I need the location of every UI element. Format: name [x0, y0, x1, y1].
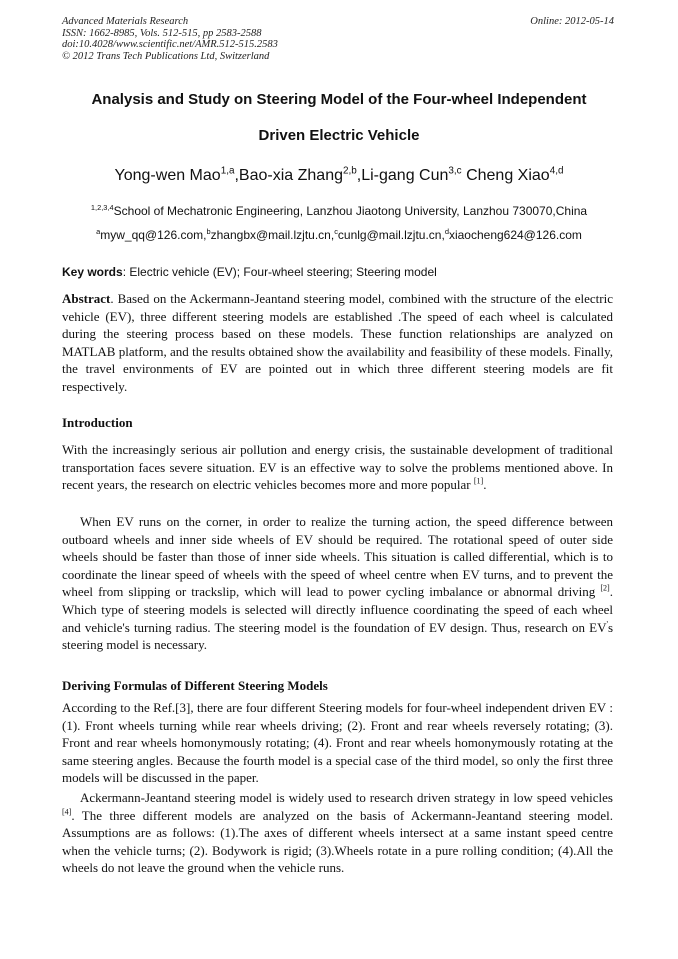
author-name: Yong-wen Mao	[114, 167, 221, 184]
keywords-label: Key words	[62, 265, 123, 279]
email-address: cunlg@mail.lzjtu.cn,	[337, 228, 445, 242]
author-sup: 3,c	[448, 165, 462, 177]
journal-name: Advanced Materials Research	[62, 16, 189, 27]
deriving-paragraph-2	[62, 789, 613, 877]
section-heading-deriving-formulas: Deriving Formulas of Different Steering Models	[62, 678, 328, 693]
affiliation-text: School of Mechatronic Engineering, Lanzhou Jiaotong University, Lanzhou 730070,China	[113, 204, 588, 218]
keywords-text: : Electric vehicle (EV); Four-wheel steering; Steering model	[122, 265, 437, 279]
email-address: zhangbx@mail.lzjtu.cn,	[210, 228, 335, 242]
online-date: Online: 2012-05-14	[530, 16, 614, 27]
affiliation-sup: 1,2,3,4	[90, 203, 114, 212]
abstract-label: Abstract	[62, 291, 111, 306]
journal-issn: ISSN: 1662-8985, Vols. 512-515, pp 2583-2588	[62, 27, 262, 39]
author-sep: ,	[234, 167, 239, 184]
paragraph-end: .	[483, 477, 487, 493]
author-name: Bao-xia Zhang	[238, 167, 343, 184]
abstract-text: . Based on the Ackermann-Jeantand steering model, combined with the structure of the electric vehicle (EV), three different steering models are established .The speed of each wheel is calculated during the steering process based on these models. These function relationships are analyzed on MATLAB platform, and the results obtained show the availability and feasibility of these models. Finally, the travel environments of EV are pointed out in which three different steering models are fit respectively.	[62, 291, 613, 394]
citation-ref: [2]	[600, 584, 610, 594]
journal-header	[62, 16, 278, 62]
author-list	[40, 167, 638, 185]
paper-title-line-1: Analysis and Study on Steering Model of the Four-wheel Independent	[91, 91, 587, 108]
email-address: xiaocheng624@126.com	[448, 228, 582, 242]
author-sup: 4,d	[549, 165, 564, 177]
email-sup: b	[206, 227, 211, 236]
abstract	[62, 290, 613, 396]
paragraph-text: Ackermann-Jeantand steering model is widely used to research driven strategy in low speed vehicles	[80, 790, 613, 805]
email-sup: a	[96, 227, 101, 236]
paragraph-text: . The three different models are analyzed on the basis of Ackermann-Jeantand steering model. Assumptions are as follows: (1).The axes of different wheels intersect at a same instant speed centre when the vehicle turns; (2). Bodywork is rigid; (3).Wheels rotate in a pure rolling condition; (4).All the wheels do not leave the ground when the vehicle runs.	[62, 807, 613, 876]
email-sup: c	[334, 227, 338, 236]
deriving-paragraph-1: According to the Ref.[3], there are four different Steering models for four-wheel independent driven EV :(1). Front wheels turning while rear wheels driving; (2). Front and rear wheels reversely rotating; (3). Front and rear wheels homonymously rotating; (4). Front and rear wheels homonymously rotating at the same steering angles. Because the fourth model is a special case of the third model, so only the first three models will be discussed in the paper.	[62, 700, 613, 786]
citation-ref: [4]	[62, 807, 72, 817]
email-sup: d	[444, 227, 449, 236]
author-name: Cheng Xiao	[466, 167, 550, 184]
keywords	[62, 265, 622, 279]
paragraph-text: When EV runs on the corner, in order to realize the turning action, the speed difference between outboard wheels and inner side wheels of EV should be required. The rotational speed of outer side wheels should be faster than those of inner side wheels. This situation is called differential, which is to coordinate the linear speed of wheels with the speed of wheel centre when EV turns, and to prevent the wheel from slipping or trackslip, which will lead to power cycling imbalance or abnormal driving	[62, 514, 613, 600]
affiliation	[40, 204, 638, 218]
paragraph-text: With the increasingly serious air pollution and energy crisis, the sustainable development of traditional transportation faces severe situation. EV is an effective way to solve the problems mentioned above. In recent years, the research on electric vehicles becomes more and more popular	[62, 442, 613, 493]
journal-doi: doi:10.4028/www.scientific.net/AMR.512-515.2583	[62, 39, 278, 50]
apostrophe-mark: '	[606, 619, 608, 629]
section-heading-introduction: Introduction	[62, 415, 133, 430]
journal-copyright: © 2012 Trans Tech Publications Ltd, Switzerland	[62, 50, 270, 62]
introduction-paragraph-1	[62, 441, 613, 494]
citation-ref: [1]	[473, 476, 484, 486]
paragraph-text: s steering model is necessary.	[62, 619, 613, 653]
introduction-paragraph-2	[62, 513, 613, 654]
email-address: myw_qq@126.com,	[100, 228, 207, 242]
paragraph-text: . Which type of steering models is selected will directly influence coordinating the speed of each wheel and vehicle's turning radius. The steering model is the foundation of EV design. Thus, research on EV	[62, 584, 613, 635]
paper-title-line-2: Driven Electric Vehicle	[258, 127, 420, 144]
author-sep: ,	[356, 167, 362, 184]
email-list	[40, 228, 638, 242]
author-sup: 2,b	[342, 165, 357, 177]
author-name: Li-gang Cun	[361, 167, 449, 184]
author-sup: 1,a	[220, 165, 235, 177]
